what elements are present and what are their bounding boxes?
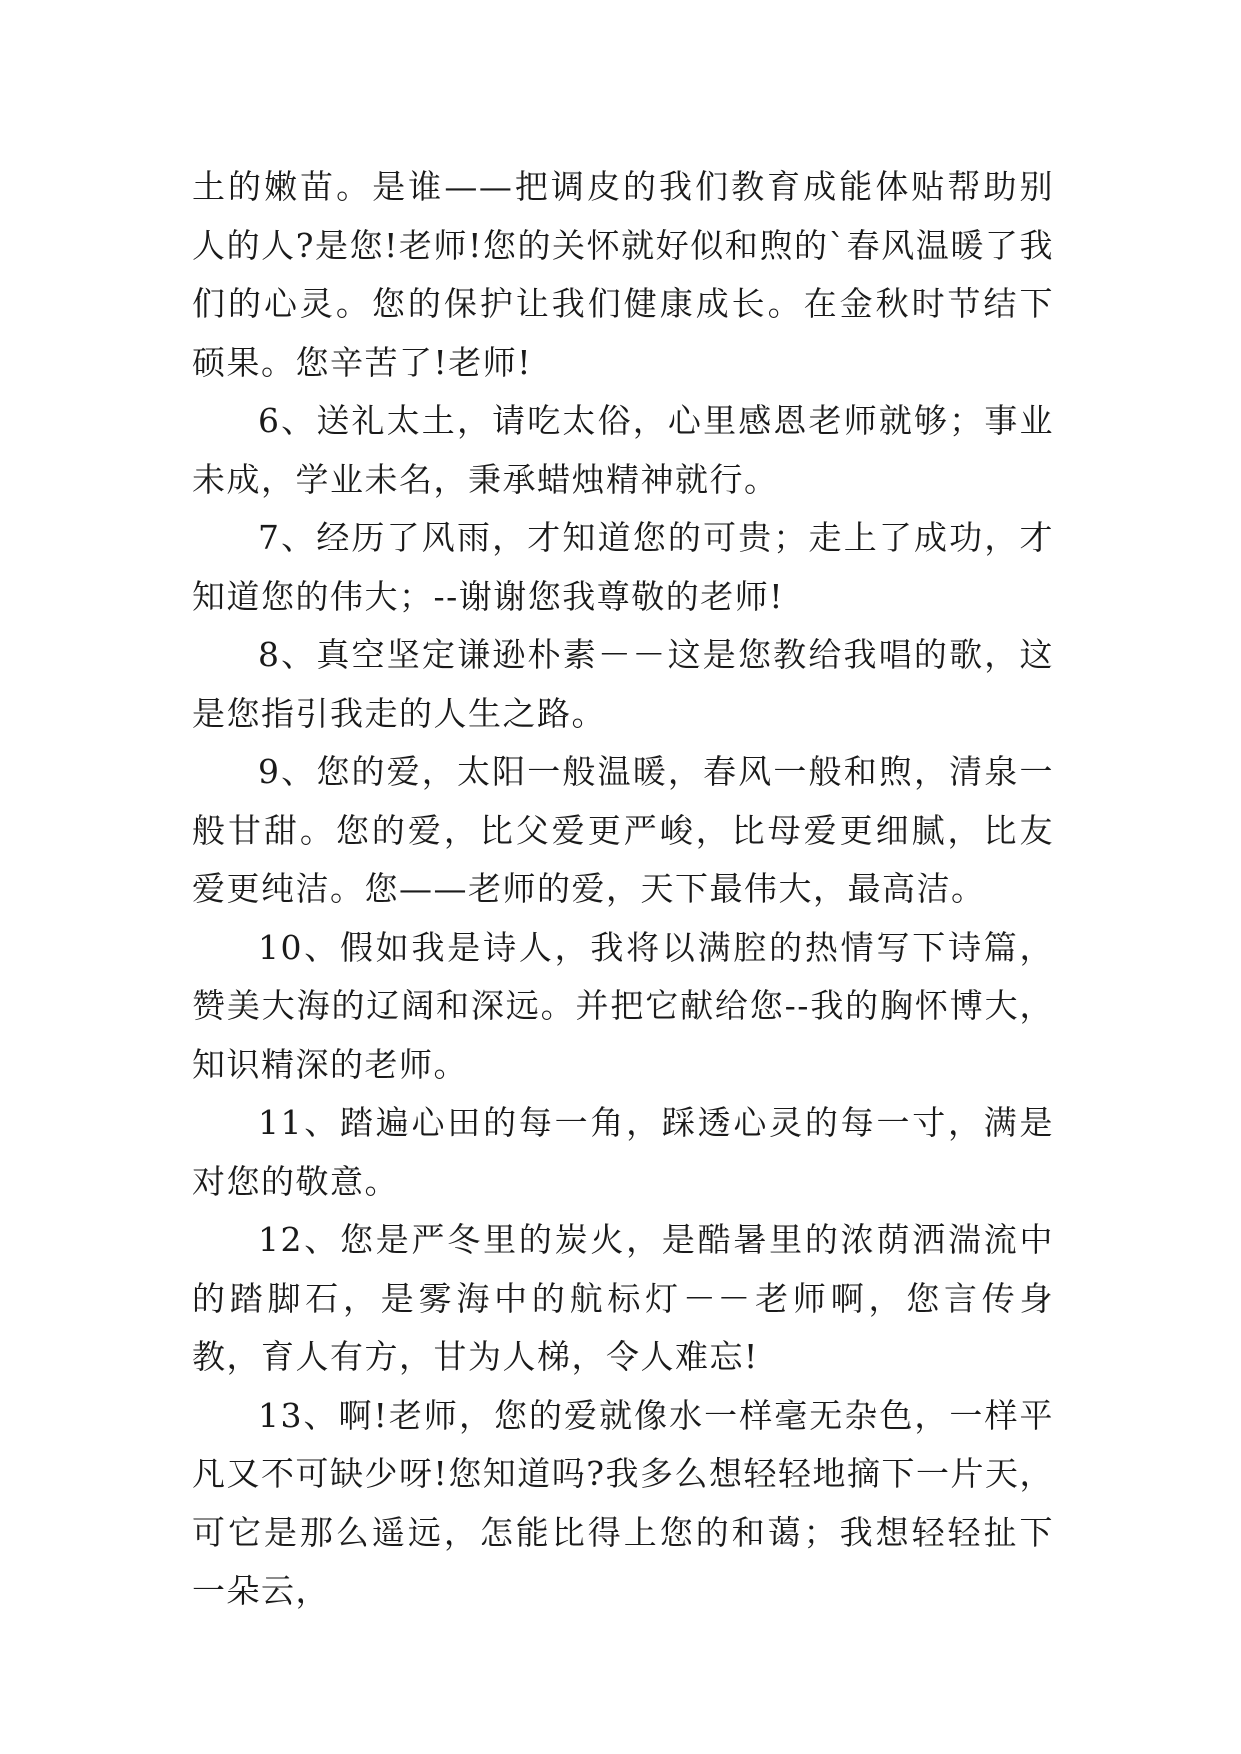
document-body [192, 158, 1054, 1621]
paragraph-item-8: 8、真空坚定谦逊朴素－－这是您教给我唱的歌，这是您指引我走的人生之路。 [192, 635, 1054, 733]
paragraph-item-9: 9、您的爱，太阳一般温暖，春风一般和煦，清泉一般甘甜。您的爱，比父爱更严峻，比母爱更细腻，比友爱更纯洁。您——老师的爱，天下最伟大，最高洁。 [192, 752, 1054, 908]
paragraph-continuation: 土的嫩苗。是谁——把调皮的我们教育成能体贴帮助别人的人?是您!老师!您的关怀就好似和煦的`春风温暖了我们的心灵。您的保护让我们健康成长。在金秋时节结下硕果。您辛苦了!老师! [192, 167, 1054, 382]
paragraph-item-11: 11、踏遍心田的每一角，踩透心灵的每一寸，满是对您的敬意。 [192, 1103, 1054, 1201]
paragraph-item-6: 6、送礼太土，请吃太俗，心里感恩老师就够；事业未成，学业未名，秉承蜡烛精神就行。 [192, 401, 1054, 499]
paragraph-item-13: 13、啊!老师，您的爱就像水一样毫无杂色，一样平凡又不可缺少呀!您知道吗?我多么想轻轻地摘下一片天，可它是那么遥远，怎能比得上您的和蔼；我想轻轻扯下一朵云， [192, 1395, 1054, 1610]
paragraph-item-12: 12、您是严冬里的炭火，是酷暑里的浓荫洒湍流中的踏脚石，是雾海中的航标灯－－老师啊，您言传身教，育人有方，甘为人梯，令人难忘! [192, 1220, 1054, 1376]
paragraph-item-10: 10、假如我是诗人，我将以满腔的热情写下诗篇，赞美大海的辽阔和深远。并把它献给您--我的胸怀博大，知识精深的老师。 [192, 927, 1054, 1084]
paragraph-item-7: 7、经历了风雨，才知道您的可贵；走上了成功，才知道您的伟大；--谢谢您我尊敬的老师! [192, 518, 1054, 616]
